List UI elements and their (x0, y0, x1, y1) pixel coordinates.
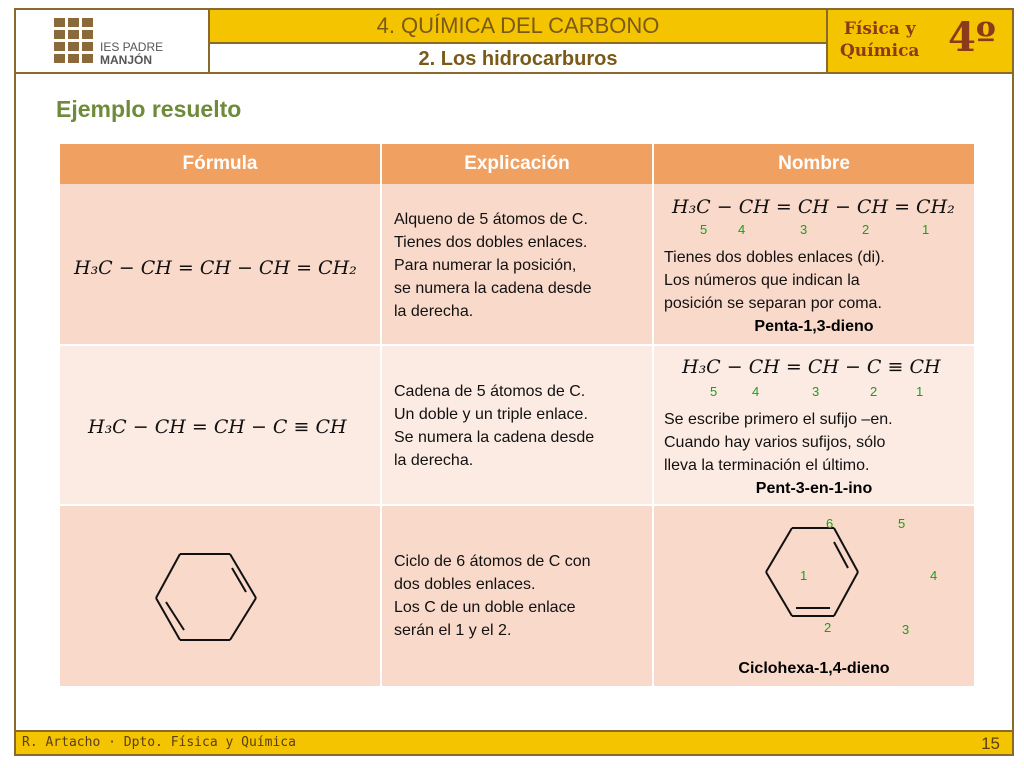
table-row-3-formula (60, 506, 382, 686)
formula-text: H₃C − CH = CH − CH = CH₂ (74, 257, 357, 279)
ring-bond (230, 598, 256, 640)
page-subtitle: Ejemplo resuelto (56, 96, 242, 122)
header-explanation: Explicación (382, 144, 654, 184)
ring-bond (834, 572, 858, 616)
explanation-line: Los C de un doble enlace (394, 599, 576, 616)
carbon-number: 5 (710, 384, 718, 399)
explanation-text (394, 208, 591, 323)
table-row-3-name (654, 506, 974, 686)
explanation-line: la derecha. (394, 303, 474, 320)
subject-badge (826, 10, 1012, 74)
ring-bond (156, 554, 180, 598)
explanation-line: Tienes dos dobles enlaces. (394, 234, 588, 251)
carbon-number: 2 (870, 384, 878, 399)
logo-blocks-icon (54, 18, 94, 62)
name-explanation (664, 408, 893, 477)
name-line: posición se separan por coma. (664, 295, 882, 312)
formula-text: H₃C − CH = CH − C ≡ CH (88, 416, 347, 438)
compound-name: Ciclohexa-1,4-dieno (738, 660, 890, 677)
double-bond-line (834, 542, 848, 568)
carbon-number: 4 (752, 384, 760, 399)
ring-number: 5 (898, 516, 906, 531)
name-formula: H₃C − CH = CH − CH = CH₂ (672, 196, 955, 218)
name-line: Tienes dos dobles enlaces (di). (664, 249, 885, 266)
footer-bar (14, 730, 1014, 756)
table-row-3-explanation (382, 506, 654, 686)
ring-bond (766, 528, 792, 572)
subject-line2: Química (840, 41, 920, 61)
carbon-number: 1 (916, 384, 924, 399)
name-line: Cuando hay varios sufijos, sólo (664, 434, 886, 451)
ring-number: 2 (824, 620, 832, 635)
carbon-number: 3 (800, 222, 808, 237)
table-row-1-name (654, 184, 974, 346)
numbered-ring-structure (654, 506, 974, 656)
header-name: Nombre (654, 144, 974, 184)
table-row-1-formula (60, 184, 382, 346)
explanation-text (394, 550, 591, 642)
carbon-number: 3 (812, 384, 820, 399)
explanation-line: Alqueno de 5 átomos de C. (394, 211, 588, 228)
ring-number: 6 (826, 516, 834, 531)
ring-bond (766, 572, 792, 616)
double-bond-line (166, 602, 184, 630)
ring-number: 4 (930, 568, 938, 583)
explanation-line: Un doble y un triple enlace. (394, 406, 588, 423)
carbon-number: 4 (738, 222, 746, 237)
header-formula: Fórmula (60, 144, 382, 184)
explanation-line: Cadena de 5 átomos de C. (394, 383, 586, 400)
ring-number: 1 (800, 568, 808, 583)
cyclohexadiene-structure (60, 506, 382, 686)
explanation-line: se numera la cadena desde (394, 280, 592, 297)
footer-author: R. Artacho · Dpto. Física y Química (22, 735, 296, 750)
subject-label (840, 18, 919, 62)
ring-number: 3 (902, 622, 910, 637)
name-line: Se escribe primero el sufijo –en. (664, 411, 893, 428)
subject-line1: Física y (843, 19, 916, 39)
name-line: Los números que indican la (664, 272, 860, 289)
explanation-line: la derecha. (394, 452, 474, 469)
school-logo (16, 10, 210, 74)
explanation-line: dos dobles enlaces. (394, 576, 536, 593)
logo-text-line1: IES PADRE (100, 40, 164, 54)
explanation-text (394, 380, 594, 472)
table-row-1-explanation (382, 184, 654, 346)
name-formula: H₃C − CH = CH − C ≡ CH (682, 356, 941, 378)
carbon-number: 2 (862, 222, 870, 237)
grade-label: 4º (948, 14, 996, 61)
ring-bond (230, 554, 256, 598)
section-title: 2. Los hidrocarburos (210, 44, 826, 74)
explanation-line: Ciclo de 6 átomos de C con (394, 553, 591, 570)
compound-name: Pent-3-en-1-ino (755, 480, 873, 497)
carbon-number: 1 (922, 222, 930, 237)
compound-name: Penta-1,3-dieno (754, 318, 874, 335)
table-row-2-name (654, 346, 974, 506)
explanation-line: serán el 1 y el 2. (394, 622, 512, 639)
carbon-number: 5 (700, 222, 708, 237)
name-explanation (664, 246, 885, 315)
explanation-line: Se numera la cadena desde (394, 429, 595, 446)
double-bond-line (232, 568, 246, 592)
example-table (60, 144, 974, 686)
logo-text-line2: MANJÓN (100, 53, 153, 67)
table-row-2-explanation (382, 346, 654, 506)
explanation-line: Para numerar la posición, (394, 257, 577, 274)
table-row-2-formula (60, 346, 382, 506)
page-number: 15 (981, 734, 1000, 753)
unit-title: 4. QUÍMICA DEL CARBONO (210, 10, 826, 44)
name-line: lleva la terminación el último. (664, 457, 870, 474)
